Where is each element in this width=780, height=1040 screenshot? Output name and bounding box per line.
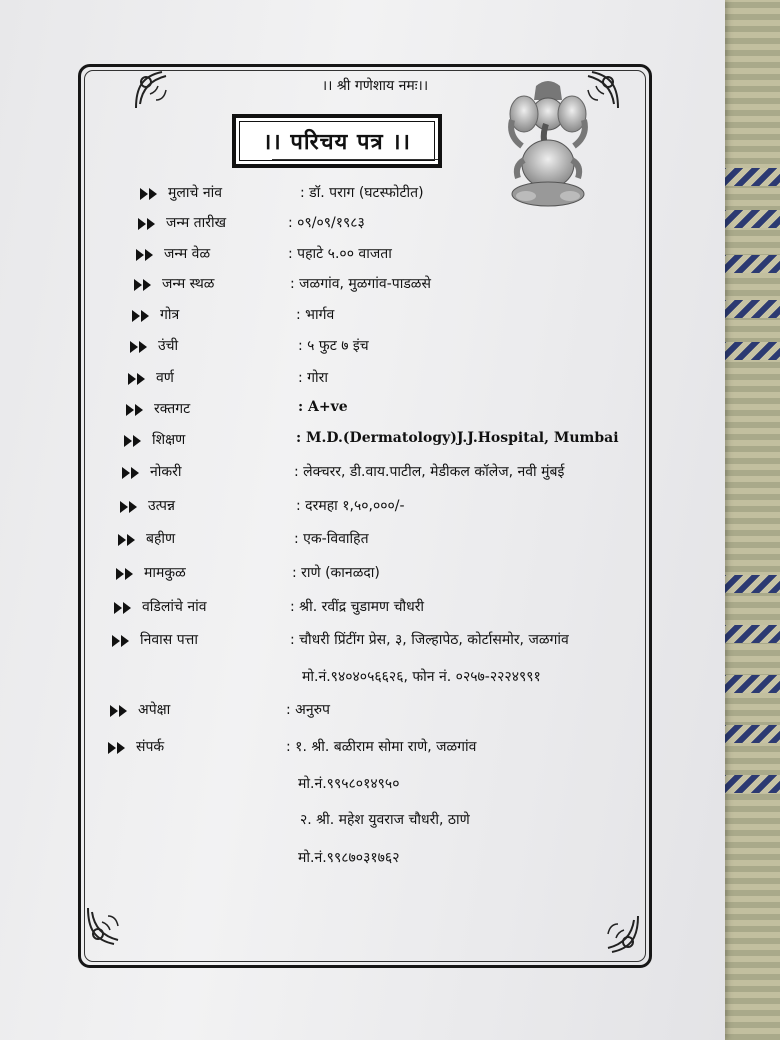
row-value: : A+ve [298,399,348,415]
fabric-stripe [718,625,780,643]
double-arrow-icon [140,188,158,200]
row-label: जन्म स्थळ [162,276,215,292]
double-arrow-icon [110,705,128,717]
double-arrow-icon [126,404,144,416]
fabric-stripe [718,300,780,318]
row-label: रक्तगट [154,401,191,417]
row-value: : चौधरी प्रिंटींग प्रेस, ३, जिल्हापेठ, कोर्टासमोर, जळगांव [290,632,569,648]
double-arrow-icon [124,435,142,447]
row-value: : एक-विवाहित [294,531,369,547]
fabric-stripe [718,255,780,273]
double-arrow-icon [122,467,140,479]
row-value: : श्री. रवींद्र चुडामण चौधरी [290,599,425,615]
fabric-stripe [718,210,780,228]
row-label: जन्म वेळ [164,246,211,262]
address-phone: मो.नं.९४०४०५६६२६, फोन नं. ०२५७-२२२४९९१ [302,669,541,685]
row-value: : लेक्चरर, डी.वाय.पाटील, मेडीकल कॉलेज, नवी मुंबई [294,464,565,480]
row-label: मुलाचे नांव [168,185,223,201]
row-value: : दरमहा १,५०,०००/- [296,498,405,514]
row-label: मामकुळ [144,565,186,581]
double-arrow-icon [118,534,136,546]
ganesha-illustration-icon [488,76,608,212]
row-label: जन्म तारीख [166,215,227,231]
row-value: : जळगांव, मुळगांव-पाडळसे [290,276,431,292]
fabric-stripe [718,342,780,360]
row-value: : १. श्री. बळीराम सोमा राणे, जळगांव [286,739,477,755]
fabric-stripe [718,575,780,593]
row-value: : ५ फुट ७ इंच [298,338,369,354]
row-label: संपर्क [136,739,165,755]
double-arrow-icon [108,742,126,754]
double-arrow-icon [138,218,156,230]
row-label: गोत्र [160,307,180,323]
row-label: उंची [158,338,179,354]
contact-name: २. श्री. महेश युवराज चौधरी, ठाणे [300,812,470,828]
row-value: : भार्गव [296,307,335,323]
row-label: वर्ण [156,370,174,386]
row-value: : अनुरुप [286,702,330,718]
double-arrow-icon [114,602,132,614]
row-label: शिक्षण [152,432,186,448]
row-label: अपेक्षा [138,702,171,718]
row-value: : गोरा [298,370,329,386]
row-label: वडिलांचे नांव [142,599,207,615]
row-value: : पहाटे ५.०० वाजता [288,246,392,262]
row-value: : डॉ. पराग (घटस्फोटीत) [300,185,424,201]
double-arrow-icon [112,635,130,647]
fabric-stripe [718,725,780,743]
double-arrow-icon [132,310,150,322]
double-arrow-icon [130,341,148,353]
row-value: : M.D.(Dermatology)J.J.Hospital, Mumbai [296,430,619,446]
double-arrow-icon [120,501,138,513]
row-label: बहीण [146,531,176,547]
row-label: उत्पन्न [148,498,175,514]
fabric-stripe [718,675,780,693]
double-arrow-icon [116,568,134,580]
double-arrow-icon [134,279,152,291]
row-value: : ०९/०९/१९८३ [288,215,365,231]
page-title: ।। परिचय पत्र ।। [263,130,411,155]
contact-phone: मो.नं.९९५८०१४९५० [298,776,400,792]
row-label: निवास पत्ता [140,632,198,648]
corner-ornament-icon [132,68,178,114]
row-label: नोकरी [150,464,182,480]
row-value: : राणे (कानळदा) [292,565,380,581]
contact-phone: मो.नं.९९८७०३१७६२ [298,850,400,866]
double-arrow-icon [128,373,146,385]
double-arrow-icon [136,249,154,261]
corner-ornament-icon [84,902,130,948]
title-underline [272,159,438,160]
invocation-text: ।। श्री गणेशाय नमः।। [321,78,429,94]
fabric-stripe [718,775,780,793]
corner-ornament-icon [596,910,642,956]
fabric-stripe [718,168,780,186]
